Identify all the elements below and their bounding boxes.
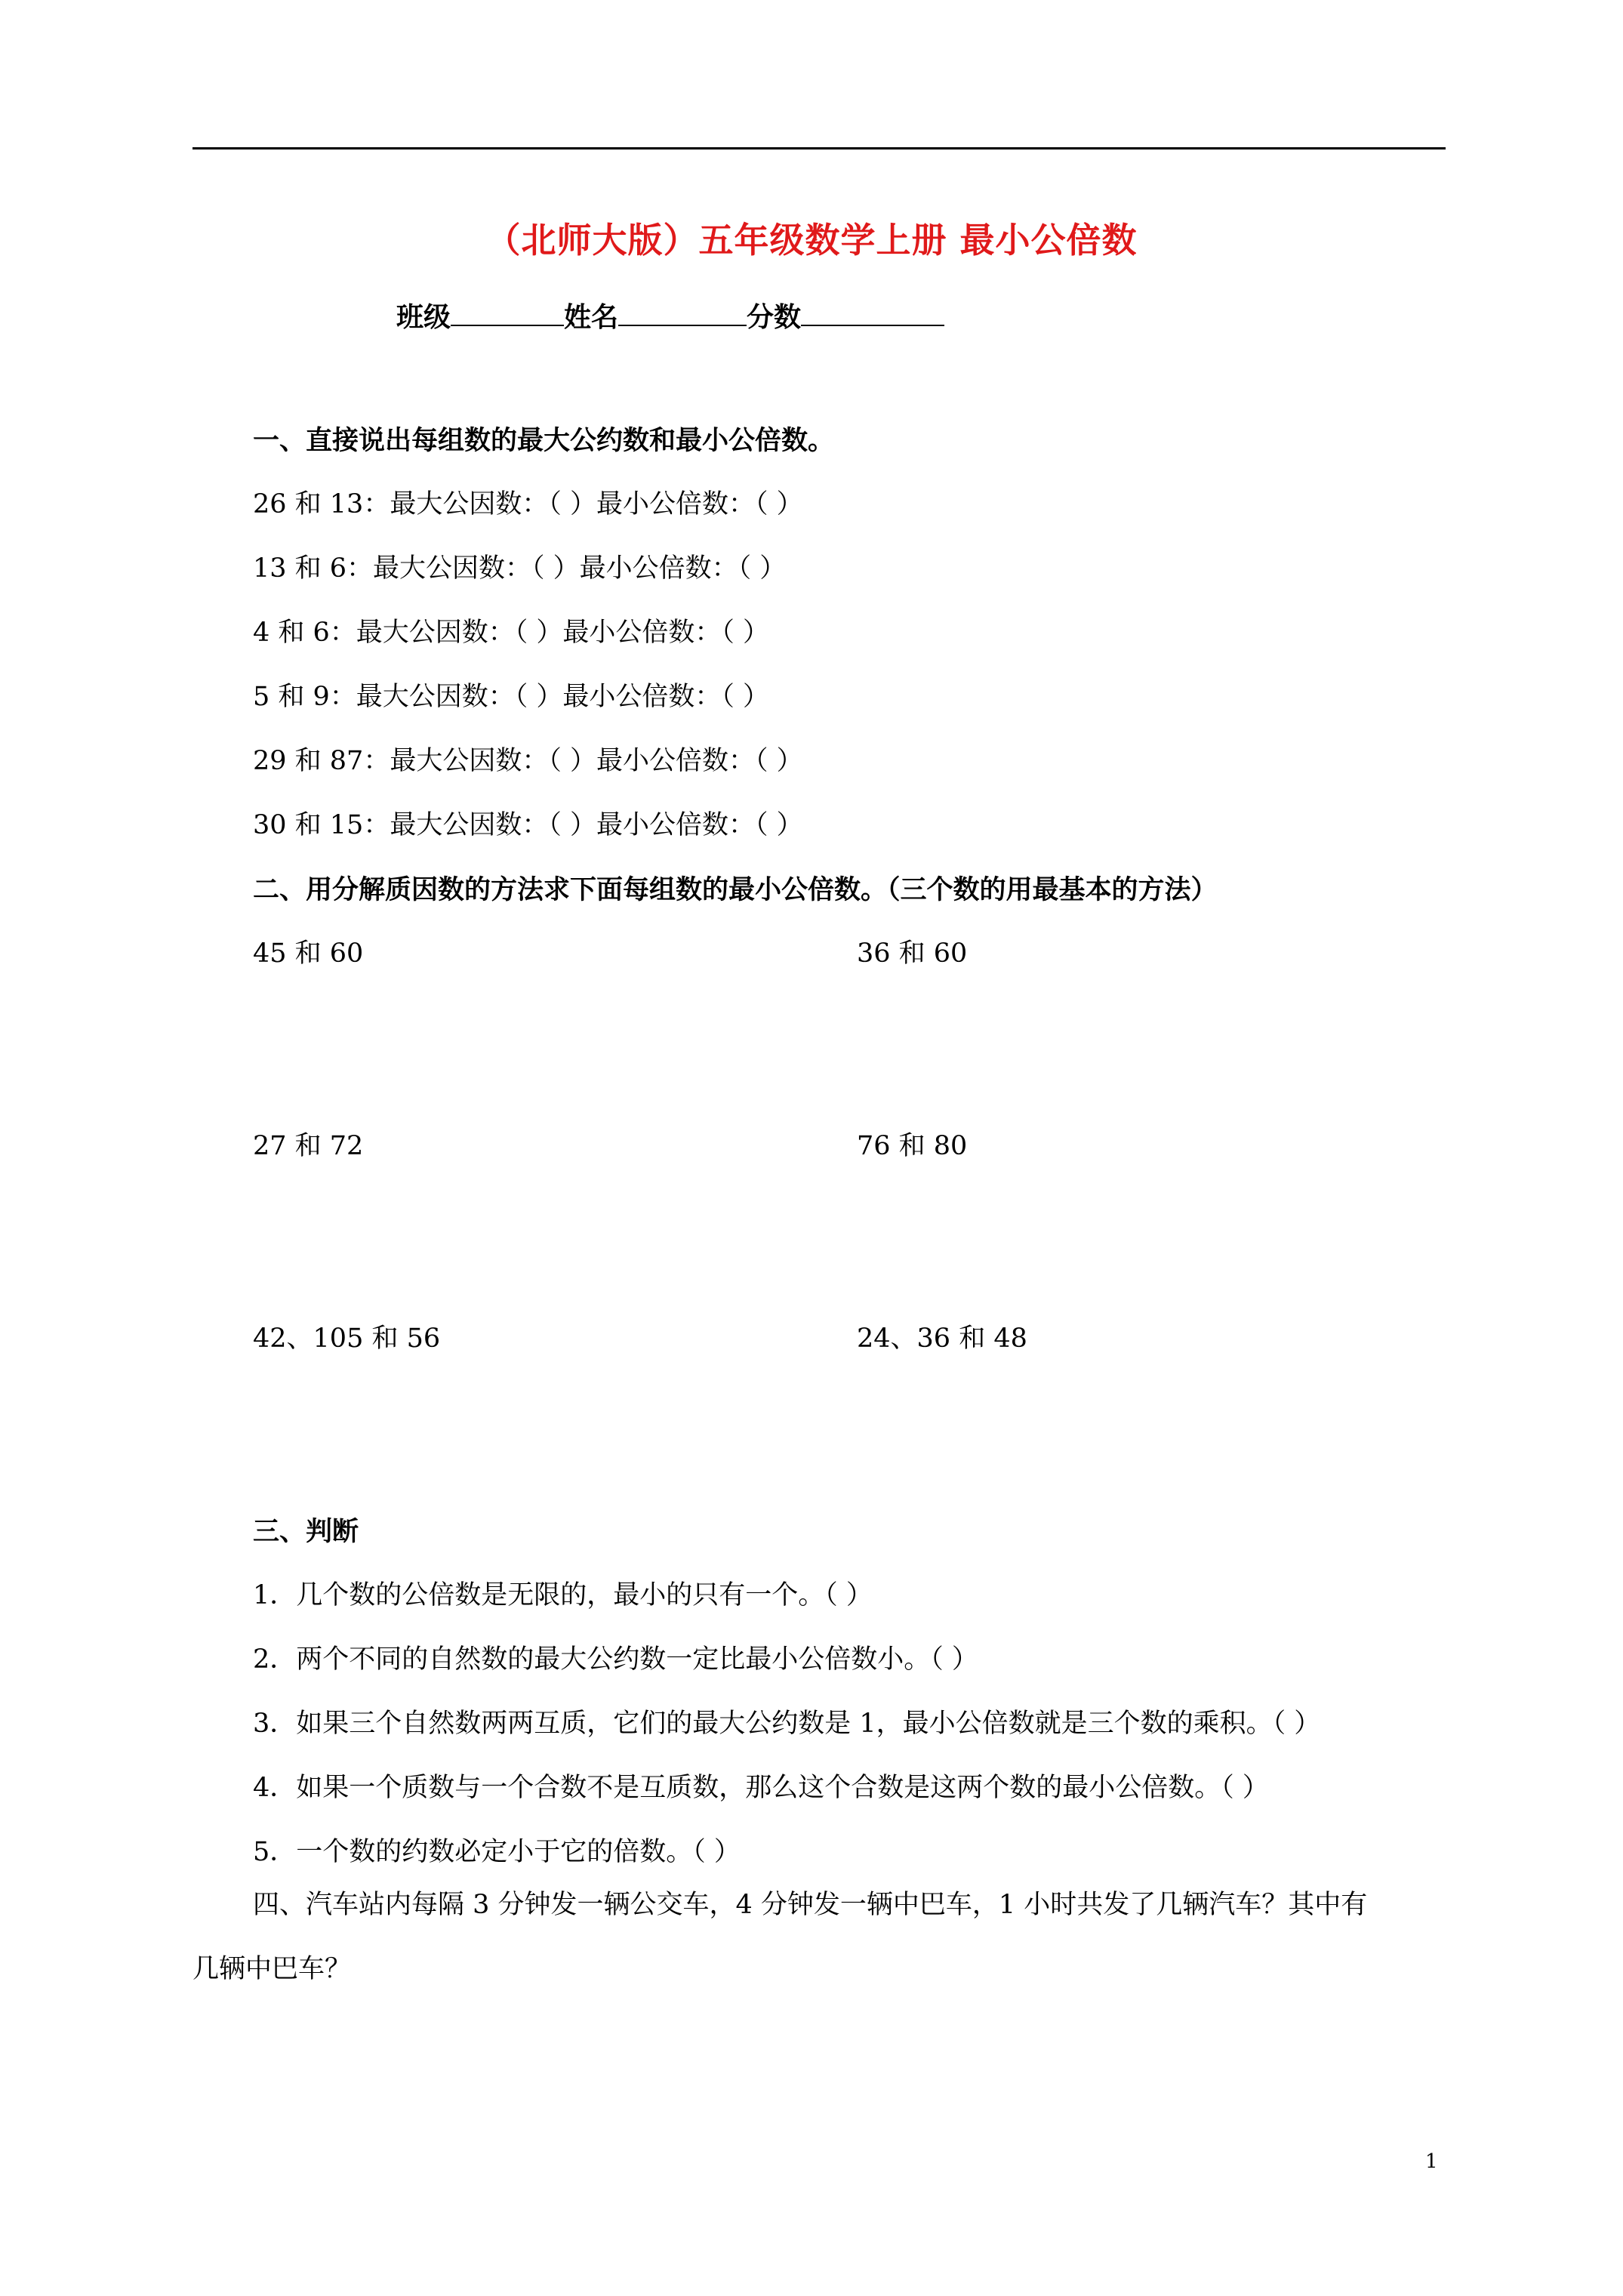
section2-problem: 76 和 80 [857,1131,968,1161]
student-info-line [396,296,944,334]
class-blank [451,302,564,326]
page-number: 1 [1425,2150,1438,2173]
section3-item: 3．如果三个自然数两两互质，它们的最大公约数是 1，最小公倍数就是三个数的乘积。（ ） [253,1709,1321,1739]
section1-item: 30 和 15：最大公因数：（ ）最小公倍数：（ ） [253,810,803,840]
section2-problem: 36 和 60 [857,938,968,969]
section1-item: 5 和 9：最大公因数：（ ）最小公倍数：（ ） [253,682,770,712]
section2-problem: 45 和 60 [253,938,364,969]
score-blank [801,302,944,326]
section2-problem: 24、36 和 48 [857,1324,1027,1354]
name-blank [618,302,747,326]
section2-problem: 42、105 和 56 [253,1324,441,1354]
section1-item: 29 和 87：最大公因数：（ ）最小公倍数：（ ） [253,746,803,776]
section2-problem: 27 和 72 [253,1131,364,1161]
section3-item: 2．两个不同的自然数的最大公约数一定比最小公倍数小。（ ） [253,1644,978,1675]
name-label: 姓名 [564,301,619,333]
section3-item: 4．如果一个质数与一个合数不是互质数，那么这个合数是这两个数的最小公倍数。（ ） [253,1773,1269,1803]
section3-heading: 三、判断 [253,1516,359,1547]
header-rule [192,147,1446,149]
score-label: 分数 [747,301,802,333]
section4-line: 四、汽车站内每隔 3 分钟发一辆公交车，4 分钟发一辆中巴车，1 小时共发了几辆汽车？其中有 [253,1890,1368,1920]
section1-item: 26 和 13：最大公因数：（ ）最小公倍数：（ ） [253,489,803,519]
page-title: （北师大版）五年级数学上册 最小公倍数 [485,220,1138,260]
class-label: 班级 [396,301,451,333]
section2-heading: 二、用分解质因数的方法求下面每组数的最小公倍数。（三个数的用最基本的方法） [253,874,1218,905]
section3-item: 1．几个数的公倍数是无限的，最小的只有一个。（ ） [253,1580,873,1610]
section1-heading: 一、直接说出每组数的最大公约数和最小公倍数。 [253,425,835,456]
section4-line: 几辆中巴车？ [192,1954,352,1984]
section1-item: 4 和 6：最大公因数：（ ）最小公倍数：（ ） [253,618,770,648]
section1-item: 13 和 6：最大公因数：（ ）最小公倍数：（ ） [253,553,787,584]
section3-item: 5．一个数的约数必定小于它的倍数。（ ） [253,1837,741,1867]
